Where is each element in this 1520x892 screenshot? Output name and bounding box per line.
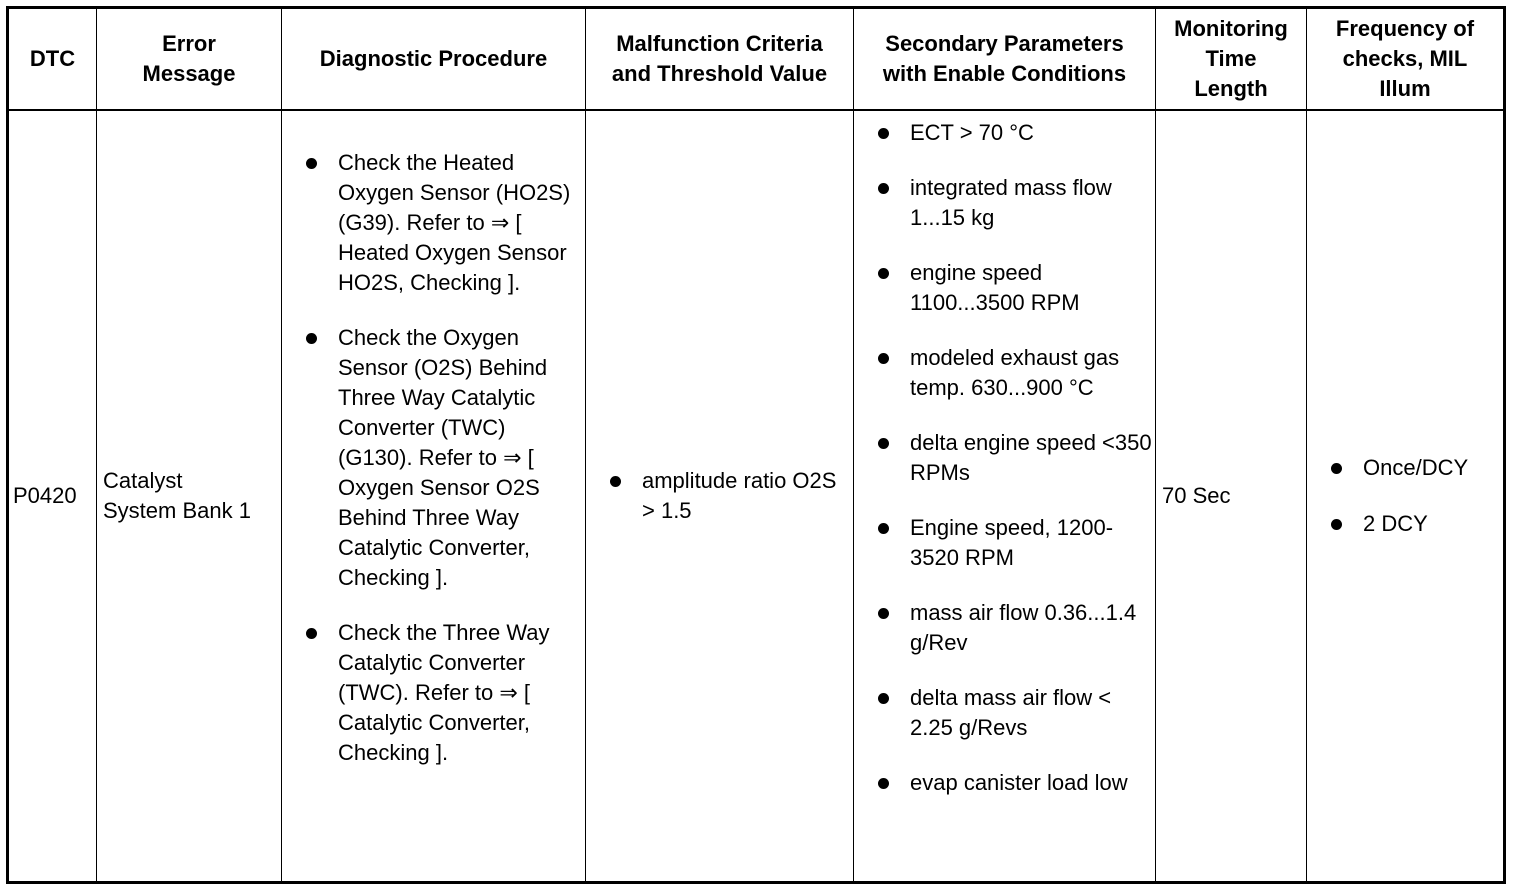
criteria-text: amplitude ratio O2S > 1.5	[642, 468, 837, 523]
bullet-icon	[306, 333, 317, 344]
error-message-text: Catalyst System Bank 1	[103, 468, 251, 523]
header-dtc-label: DTC	[29, 46, 76, 71]
header-error-message-line: Error	[162, 31, 216, 56]
malfunction-criteria-cell	[586, 111, 853, 881]
bullet-icon	[306, 158, 317, 169]
diagnostic-table	[6, 6, 1506, 884]
bullet-icon	[878, 778, 889, 789]
header-malfunction-criteria-line: Malfunction Criteria	[616, 31, 823, 56]
bullet-icon	[1331, 519, 1342, 530]
parameter-item	[876, 428, 1153, 488]
parameter-item	[876, 768, 1153, 798]
bullet-icon	[1331, 463, 1342, 474]
bullet-icon	[878, 183, 889, 194]
monitoring-time-text: 70 Sec	[1162, 483, 1231, 508]
bullet-icon	[878, 438, 889, 449]
procedure-step	[304, 323, 583, 593]
procedure-step-text: Check the Heated Oxygen Sensor (HO2S) (G39). Refer to ⇒ [ Heated Oxygen Sensor HO2S, Checking ].	[338, 150, 571, 295]
parameter-text: integrated mass flow 1...15 kg	[910, 175, 1112, 230]
bullet-icon	[878, 268, 889, 279]
header-monitoring-time-line: Time	[1205, 46, 1257, 71]
header-malfunction-criteria-line: and Threshold Value	[611, 61, 828, 86]
header-dtc	[9, 9, 96, 109]
parameter-item	[876, 258, 1153, 318]
parameter-text: modeled exhaust gas temp. 630...900 °C	[910, 345, 1120, 400]
parameter-item	[876, 118, 1153, 148]
header-malfunction-criteria	[586, 9, 853, 109]
frequency-text: Once/DCY	[1363, 455, 1469, 480]
parameter-text: Engine speed, 1200-3520 RPM	[910, 515, 1114, 570]
header-error-message-line: Message	[142, 61, 236, 86]
bullet-icon	[878, 128, 889, 139]
parameter-text: evap canister load low	[910, 770, 1128, 795]
secondary-parameters-list	[876, 118, 1153, 798]
procedure-step	[304, 618, 583, 768]
bullet-icon	[878, 353, 889, 364]
header-frequency-line: Frequency of	[1335, 16, 1475, 41]
parameter-text: mass air flow 0.36...1.4 g/Rev	[910, 600, 1137, 655]
bullet-icon	[878, 608, 889, 619]
malfunction-criteria-list	[608, 466, 843, 526]
frequency-cell	[1307, 111, 1503, 881]
bullet-icon	[878, 523, 889, 534]
parameter-item	[876, 598, 1153, 658]
parameter-text: engine speed 1100...3500 RPM	[910, 260, 1080, 315]
diagnostic-procedure-list	[304, 148, 583, 768]
header-frequency-line: Illum	[1379, 76, 1431, 101]
dtc-cell	[9, 111, 96, 881]
frequency-list	[1329, 453, 1468, 539]
secondary-parameters-cell	[854, 111, 1155, 881]
parameter-text: delta mass air flow < 2.25 g/Revs	[910, 685, 1112, 740]
parameter-text: delta engine speed <350 RPMs	[910, 430, 1152, 485]
parameter-item	[876, 683, 1153, 743]
parameter-item	[876, 513, 1153, 573]
frequency-item	[1329, 453, 1468, 483]
header-monitoring-time-line: Monitoring	[1174, 16, 1288, 41]
procedure-step	[304, 148, 583, 298]
header-frequency-line: checks, MIL	[1342, 46, 1468, 71]
bullet-icon	[610, 476, 621, 487]
frequency-text: 2 DCY	[1363, 511, 1428, 536]
diagnostic-procedure-cell	[282, 111, 585, 881]
monitoring-time-cell	[1156, 111, 1306, 881]
bullet-icon	[306, 628, 317, 639]
parameter-item	[876, 173, 1153, 233]
header-diagnostic-procedure	[282, 9, 585, 109]
header-error-message	[97, 9, 281, 109]
header-monitoring-time-line: Length	[1194, 76, 1268, 101]
frequency-item	[1329, 509, 1468, 539]
parameter-text: ECT > 70 °C	[910, 120, 1034, 145]
header-secondary-parameters-line: Secondary Parameters	[885, 31, 1124, 56]
error-message-cell	[97, 111, 281, 881]
dtc-code: P0420	[13, 483, 77, 508]
procedure-step-text: Check the Oxygen Sensor (O2S) Behind Three Way Catalytic Converter (TWC) (G130). Refer to ⇒ [ Oxygen Sensor O2S Behind Three Way Catalytic Converter, Checking ].	[338, 325, 548, 590]
header-monitoring-time	[1156, 9, 1306, 109]
header-diagnostic-procedure-label: Diagnostic Procedure	[319, 46, 548, 71]
header-secondary-parameters	[854, 9, 1155, 109]
header-frequency	[1307, 9, 1503, 109]
procedure-step-text: Check the Three Way Catalytic Converter (TWC). Refer to ⇒ [ Catalytic Converter, Checking ].	[338, 620, 550, 765]
bullet-icon	[878, 693, 889, 704]
header-secondary-parameters-line: with Enable Conditions	[882, 61, 1127, 86]
criteria-item	[608, 466, 843, 526]
parameter-item	[876, 343, 1153, 403]
